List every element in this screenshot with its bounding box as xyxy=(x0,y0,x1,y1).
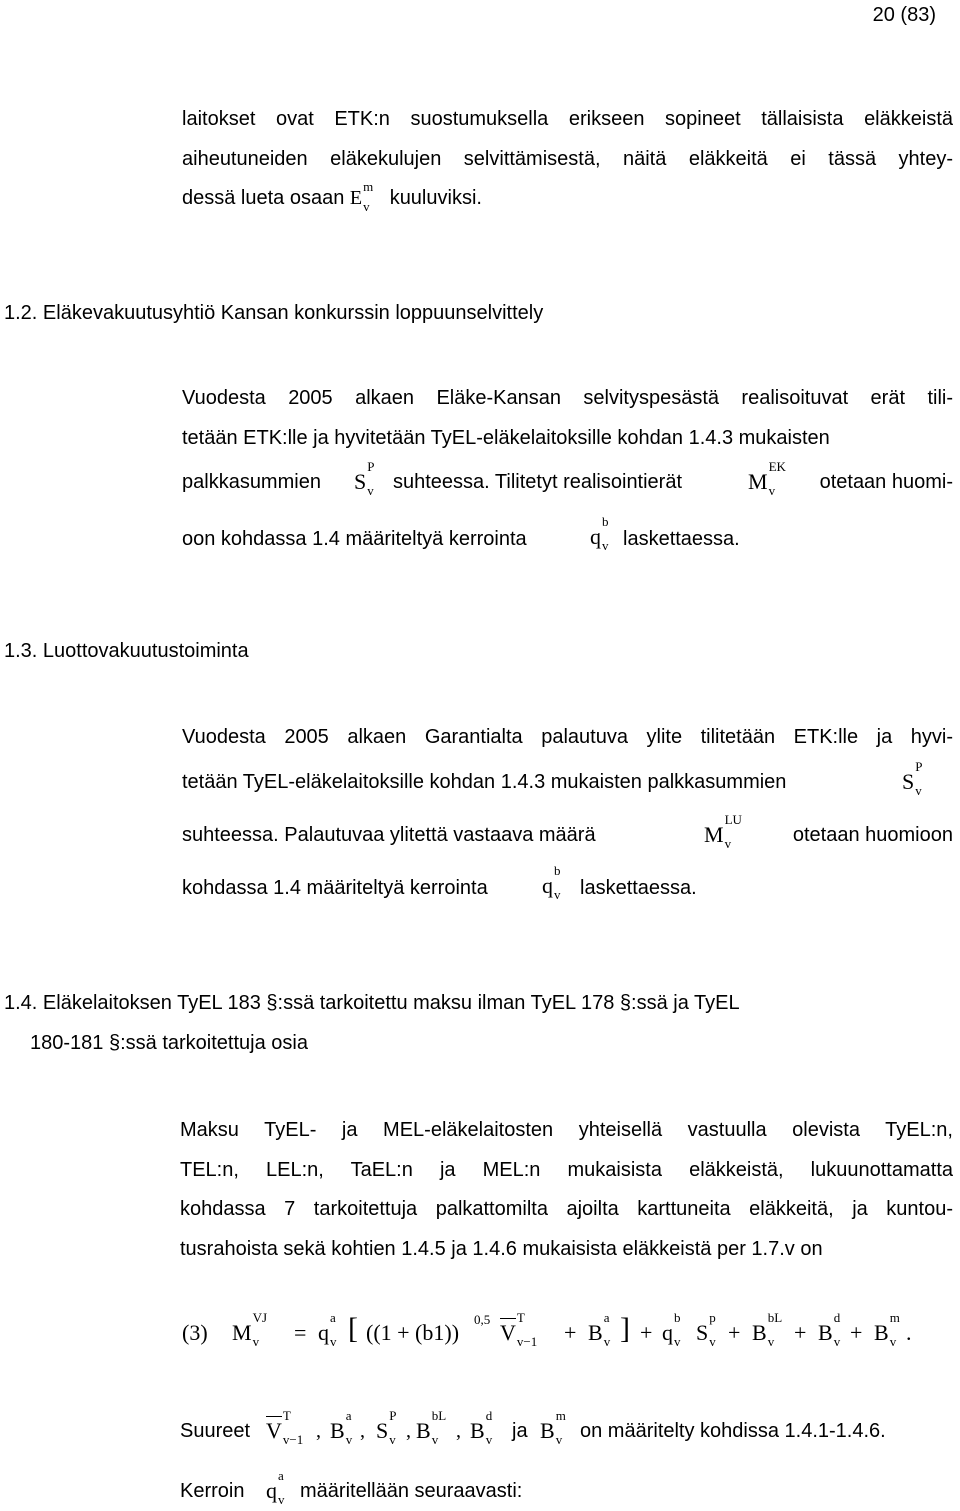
eq-q-b-v: q b v xyxy=(662,1310,681,1349)
eq-M-VJ-v: M VJ v xyxy=(232,1310,268,1349)
suureet-S-P-v: S P v xyxy=(376,1408,397,1447)
eq-V-T-v-1: V T v−1 xyxy=(500,1310,538,1349)
s13-line-3: suhteessa. Palautuvaa ylitettä vastaava määrä M LU v otetaan huomioon xyxy=(182,812,953,851)
kerroin-q-a-v: q a v xyxy=(266,1468,285,1507)
symbol-q-b-v: q b v xyxy=(590,514,609,553)
intro-line-1: laitokset ovat ETK:n suostumuksella erikseen sopineet tällaisista eläkkeistä xyxy=(182,108,953,130)
suureet-B-m-v: B m v xyxy=(540,1408,566,1447)
section-1-4-heading-line-1: 1.4. Eläkelaitoksen TyEL 183 §:ssä tarkoitettu maksu ilman TyEL 178 §:ssä ja TyEL xyxy=(4,992,740,1014)
symbol-M-LU-v: M LU v xyxy=(704,812,742,851)
eq-B-a-v: B a v xyxy=(588,1310,611,1349)
s13-line-1: Vuodesta 2005 alkaen Garantialta palautuva ylite tilitetään ETK:lle ja hyvi- xyxy=(182,726,953,748)
s12-line-3: palkkasummien S P v suhteessa. Tilitetyt realisointierät M EK v otetaan huomi- xyxy=(182,459,953,498)
eq-B-bL-v: B bL v xyxy=(752,1310,783,1349)
kerroin-line: Kerroin q a v määritellään seuraavasti: xyxy=(180,1468,523,1507)
intro-line-3: dessä lueta osaan E m v kuuluviksi. xyxy=(182,179,482,214)
s13-line-4: kohdassa 1.4 määriteltyä kerrointa q b v laskettaessa. xyxy=(182,863,697,902)
intro-line-2: aiheutuneiden eläkekulujen selvittämisestä, näitä eläkkeitä ei tässä yhtey- xyxy=(182,148,953,170)
section-1-3-heading: 1.3. Luottovakuutustoiminta xyxy=(4,640,249,662)
eq-B-d-v: B d v xyxy=(818,1310,841,1349)
suureet-B-bL-v: B bL v xyxy=(416,1408,447,1447)
eq-q-a-v: q a v xyxy=(318,1310,337,1349)
equation-3: (3) M VJ v = q a v [ ((1 + (b1)) 0,5 V T v−1 + B a v ] + q b v S p v + B bL v + B d v + B m v . xyxy=(182,1310,912,1349)
s13-line-2: tetään TyEL-eläkelaitoksille kohdan 1.4.3 mukaisten palkkasummien S P v xyxy=(182,759,923,798)
page-number: 20 (83) xyxy=(872,4,936,26)
s14-para-line-2: TEL:n, LEL:n, TaEL:n ja MEL:n mukaisista eläkkeistä, lukuunottamatta xyxy=(180,1159,953,1181)
s14-para-line-1: Maksu TyEL- ja MEL-eläkelaitosten yhteisellä vastuulla olevista TyEL:n, xyxy=(180,1119,953,1141)
eq-S-p-v: S p v xyxy=(696,1310,716,1349)
s12-line-4: oon kohdassa 1.4 määriteltyä kerrointa q b v laskettaessa. xyxy=(182,514,740,553)
suureet-B-a-v: B a v xyxy=(330,1408,353,1447)
suureet-V-T-v-1: V T v−1 xyxy=(266,1408,304,1447)
equation-number: (3) xyxy=(182,1320,208,1345)
section-1-2-heading: 1.2. Eläkevakuutusyhtiö Kansan konkurssin loppuunselvittely xyxy=(4,302,544,324)
s12-line-2: tetään ETK:lle ja hyvitetään TyEL-eläkelaitoksille kohdan 1.4.3 mukaisten xyxy=(182,427,830,449)
eq-B-m-v: B m v xyxy=(874,1310,900,1349)
section-1-4-heading-line-2: 180-181 §:ssä tarkoitettuja osia xyxy=(30,1032,308,1054)
symbol-q-b-v-2: q b v xyxy=(542,863,561,902)
symbol-S-P-v: S P v xyxy=(354,459,375,498)
symbol-M-EK-v: M EK v xyxy=(748,459,786,498)
symbol-S-P-v-2: S P v xyxy=(902,759,923,798)
symbol-E-m-v: E m v xyxy=(349,179,374,214)
suureet-line: Suureet V T v−1 , B a v , S P v , B bL v , B d v ja B m v on määritelty kohdissa 1.4.1-1.4.6. xyxy=(180,1408,886,1447)
s14-para-line-4: tusrahoista sekä kohtien 1.4.5 ja 1.4.6 mukaisista eläkkeistä per 1.7.v on xyxy=(180,1238,823,1260)
s12-line-1: Vuodesta 2005 alkaen Eläke-Kansan selvityspesästä realisoituvat erät tili- xyxy=(182,387,953,409)
s14-para-line-3: kohdassa 7 tarkoitettuja palkattomilta ajoilta karttuneita eläkkeitä, ja kuntou- xyxy=(180,1198,953,1220)
suureet-B-d-v: B d v xyxy=(470,1408,493,1447)
